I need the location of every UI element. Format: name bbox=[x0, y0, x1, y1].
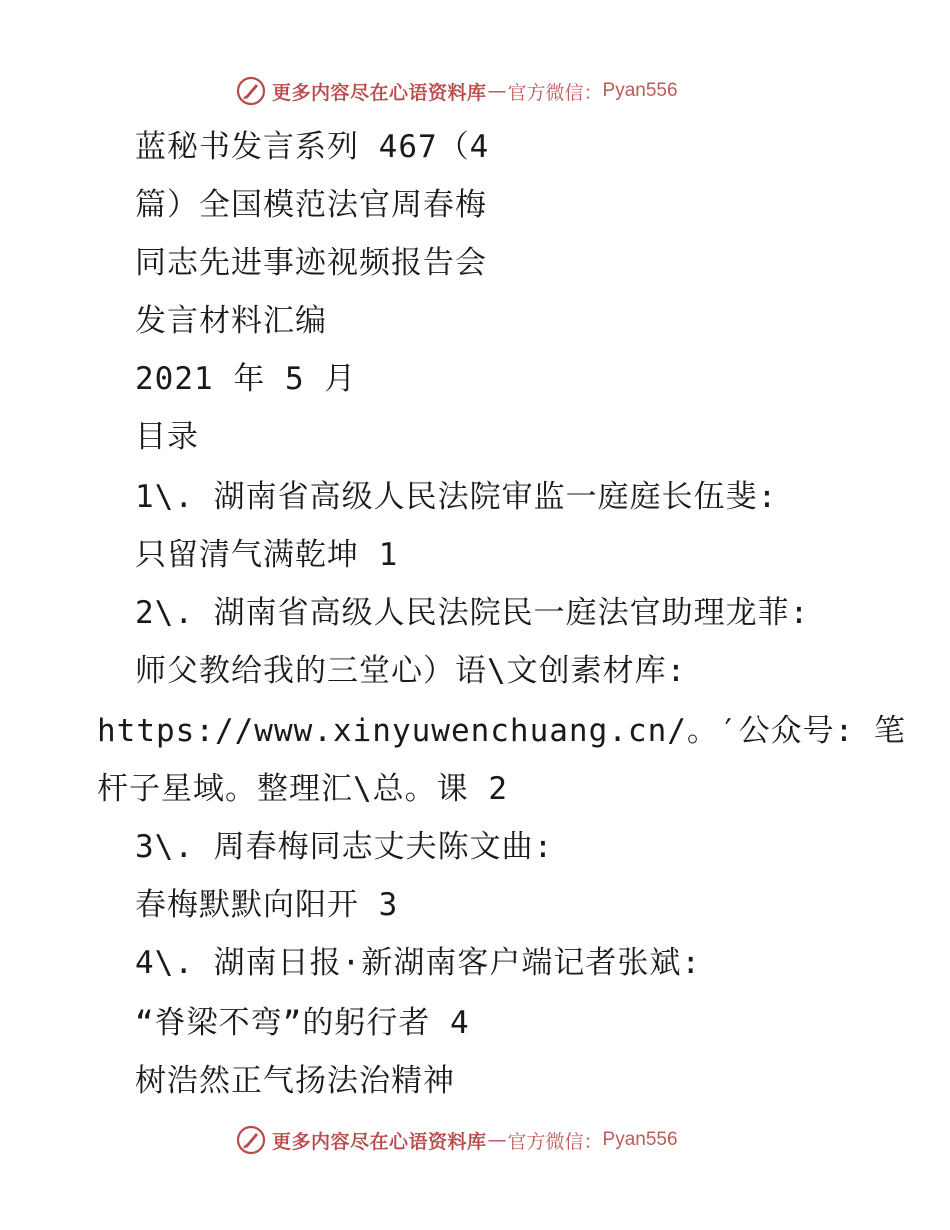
title-line-4: 发言材料汇编 bbox=[135, 303, 327, 339]
toc-entry-2-heading: 2\. 湖南省高级人民法院民一庭法官助理龙菲: bbox=[135, 595, 810, 631]
watermark-wechat-id: Pyan556 bbox=[602, 1129, 678, 1150]
toc-entry-1-heading: 1\. 湖南省高级人民法院审监一庭庭长伍斐: bbox=[135, 479, 778, 515]
toc-entry-4-title: “脊梁不弯”的躬行者 4 bbox=[135, 1005, 470, 1041]
toc-entry-4-heading: 4\. 湖南日报·新湖南客户端记者张斌: bbox=[135, 945, 701, 981]
title-line-1: 蓝秘书发言系列 467（4 bbox=[135, 129, 490, 165]
toc-heading: 目录 bbox=[135, 419, 199, 455]
feather-pen-logo-icon bbox=[236, 1125, 266, 1155]
title-line-2: 篇）全国模范法官周春梅 bbox=[135, 187, 487, 223]
title-line-3: 同志先进事迹视频报告会 bbox=[135, 245, 487, 281]
watermark-separator: — bbox=[487, 80, 507, 102]
header-watermark bbox=[236, 71, 678, 111]
date-line: 2021 年 5 月 bbox=[135, 361, 357, 397]
watermark-site-text: 更多内容尽在心语资料库 bbox=[272, 1130, 487, 1153]
watermark-site-text: 更多内容尽在心语资料库 bbox=[272, 81, 487, 104]
toc-entry-1-title: 只留清气满乾坤 1 bbox=[135, 537, 399, 573]
toc-entry-2-title: 师父教给我的三堂心）语\文创素材库: bbox=[135, 653, 687, 689]
watermark-wechat-id: Pyan556 bbox=[602, 80, 678, 101]
toc-entry-2-continuation: 杆子星域。整理汇\总。课 2 bbox=[97, 771, 508, 807]
feather-pen-logo-icon bbox=[236, 76, 266, 106]
watermark-wechat-label: 官方微信： bbox=[507, 81, 603, 104]
toc-entry-2-url-line: https://www.xinyuwenchuang.cn/。′公众号: 笔 bbox=[97, 713, 906, 749]
toc-entry-3-title: 春梅默默向阳开 3 bbox=[135, 887, 399, 923]
watermark-wechat-label: 官方微信： bbox=[507, 1130, 603, 1153]
section-heading: 树浩然正气扬法治精神 bbox=[135, 1063, 455, 1099]
toc-entry-3-heading: 3\. 周春梅同志丈夫陈文曲: bbox=[135, 829, 554, 865]
watermark-separator: — bbox=[487, 1129, 507, 1151]
footer-watermark bbox=[236, 1120, 678, 1160]
